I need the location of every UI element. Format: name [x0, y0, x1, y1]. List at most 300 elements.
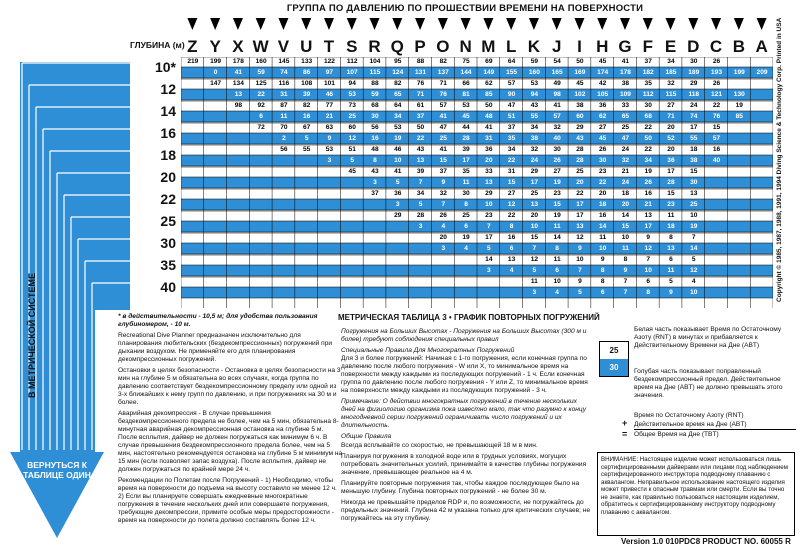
rnt-cell: 43 — [530, 102, 539, 109]
adjusted-ndl-cell: 6 — [259, 112, 263, 120]
rnt-cell: 34 — [530, 124, 539, 131]
rnt-cell: 27 — [599, 124, 607, 131]
rnt-cell: 17 — [690, 124, 698, 131]
rnt-cell: 13 — [644, 212, 652, 219]
depth-label-row: 22 — [160, 191, 176, 207]
rnt-cell: 32 — [553, 124, 561, 131]
special-rules-title: Специальные Правила Для Многократных Погружений — [341, 347, 515, 354]
equals-sign: = — [622, 429, 628, 439]
rnt-cell: 41 — [553, 102, 561, 109]
adjusted-ndl-cell: 4 — [464, 244, 468, 252]
rnt-cell: 37 — [439, 168, 447, 175]
group-letter-b: B — [732, 37, 745, 56]
adjusted-ndl-cell: 24 — [530, 156, 539, 164]
adjusted-ndl-cell: 7 — [578, 266, 582, 274]
rnt-cell: 5 — [691, 256, 696, 263]
adjusted-ndl-cell: 18 — [599, 200, 607, 208]
rnt-cell: 16 — [644, 190, 652, 197]
rnt-cell: 10 — [621, 234, 630, 241]
adjusted-ndl-cell: 185 — [665, 68, 677, 76]
rnt-cell: 18 — [621, 190, 630, 197]
adjusted-ndl-cell: 19 — [394, 134, 402, 142]
rnt-cell: 53 — [394, 124, 402, 131]
group-letter-z: Z — [187, 37, 198, 56]
down-arrow-icon — [392, 18, 402, 30]
adjusted-ndl-cell: 8 — [373, 156, 377, 164]
rnt-cell: 7 — [623, 278, 628, 285]
return-to-table-one-label: ВЕРНУТЬСЯ К ТАБЛИЦЕ ОДИН — [23, 460, 91, 480]
adjusted-ndl-cell: 37 — [416, 112, 425, 120]
adjusted-ndl-cell: 13 — [416, 156, 425, 164]
adjusted-ndl-cell: 209 — [756, 68, 768, 76]
group-letter-d: D — [687, 37, 700, 56]
adjusted-ndl-cell: 47 — [621, 134, 630, 142]
down-arrow-icon — [711, 18, 721, 30]
adjusted-ndl-cell: 53 — [348, 90, 356, 98]
formula-rnt: Время по Остаточному Азоту (RNT) — [634, 412, 744, 419]
rnt-cell: 46 — [394, 146, 402, 153]
adjusted-ndl-cell: 3 — [532, 288, 537, 296]
adjusted-ndl-cell: 32 — [621, 156, 630, 164]
adjusted-ndl-cell: 74 — [690, 112, 698, 120]
adjusted-ndl-cell: 17 — [462, 156, 470, 164]
adjusted-ndl-cell: 28 — [462, 134, 470, 142]
rnt-cell: 11 — [530, 278, 538, 285]
adjusted-ndl-cell: 5 — [487, 244, 491, 252]
rnt-cell: 18 — [690, 146, 698, 153]
rnt-cell: 147 — [210, 80, 222, 87]
rnt-cell: 82 — [394, 80, 402, 87]
down-arrow-icon — [734, 18, 744, 30]
rnt-cell: 19 — [644, 168, 652, 175]
adjusted-ndl-cell: 2 — [282, 134, 286, 142]
rnt-cell: 33 — [485, 168, 493, 175]
rnt-cell: 15 — [712, 124, 721, 131]
rnt-cell: 101 — [323, 80, 335, 87]
depth-label-row: 20 — [160, 169, 176, 185]
rnt-cell: 15 — [667, 190, 675, 197]
emergency-deco-note: Аварийная декомпрессия - В случае превышения бездекомпрессионного предела не более, чем на 5 мин, обязательна 8-минутная аварийная декомпрессионная остановка на глубине 5 м. После всплытия, дайвер не должен погружаться как минимум 6 ч. В случае превышения бездекомпрессионного предела более, чем на 5 мин, настоятельно рекомендуется остановка на глубине 5 м минимум на 15 мин (если позволяет запас воздуха). После всплытия, дайвер не должен погружаться по крайней мере 24 ч. — [118, 410, 343, 473]
down-arrow-icon — [347, 18, 357, 30]
adjusted-ndl-cell: 11 — [667, 266, 675, 274]
adjusted-ndl-cell: 68 — [644, 112, 652, 120]
group-letter-j: J — [551, 37, 562, 56]
adjusted-ndl-cell: 9 — [623, 266, 628, 274]
down-arrow-icon — [278, 18, 288, 30]
rnt-cell: 69 — [485, 58, 493, 65]
down-arrow-icon — [210, 18, 220, 30]
repetitive-dive-table — [181, 57, 773, 308]
rnt-cell: 219 — [187, 58, 199, 65]
rnt-cell: 26 — [599, 146, 607, 153]
adjusted-ndl-cell: 12 — [690, 266, 698, 274]
adjusted-ndl-cell: 16 — [371, 134, 379, 142]
down-arrow-icon — [597, 18, 607, 30]
adjusted-ndl-cell: 30 — [690, 178, 698, 186]
group-letter-n: N — [459, 37, 472, 56]
adjusted-ndl-cell: 105 — [597, 90, 609, 98]
adjusted-ndl-cell: 62 — [599, 112, 607, 120]
adjusted-ndl-cell: 46 — [325, 90, 334, 98]
adjusted-ndl-cell: 19 — [553, 178, 561, 186]
rnt-cell: 50 — [576, 58, 584, 65]
rnt-cell: 55 — [303, 146, 311, 153]
flying-after-diving-note: Рекомендации по Полетам после Погружений - 1) Необходимо, чтобы время на поверхности до подъема на высоту составило не менее 12 ч. 2) Если вы планируете совершать ежедневные многократные погружения в течение нескольких дней или совершаете погружения, требующие декомпрессии, примите особые меры предосторожности - время на поверхности до полета должно составлять более 12 ч. — [118, 477, 337, 524]
down-arrow-icon — [438, 18, 448, 30]
rnt-cell: 68 — [371, 102, 379, 109]
adjusted-ndl-cell: 71 — [416, 90, 425, 98]
adjusted-ndl-cell: 21 — [644, 200, 652, 208]
adjusted-ndl-cell: 81 — [462, 90, 470, 98]
adjusted-ndl-cell: 28 — [667, 178, 675, 186]
group-letter-g: G — [618, 37, 632, 56]
adjusted-ndl-cell: 16 — [303, 112, 311, 120]
adjusted-ndl-cell: 8 — [509, 222, 514, 230]
rnt-cell: 14 — [485, 256, 493, 263]
adjusted-ndl-cell: 94 — [530, 90, 539, 98]
depth-note: * в действительности - 10,5 м; для удобства пользования глубиномером, - 10 м. — [118, 313, 318, 328]
rnt-cell: 32 — [667, 80, 675, 87]
rnt-cell: 41 — [485, 124, 493, 131]
rnt-cell: 16 — [599, 212, 607, 219]
adjusted-ndl-cell: 38 — [690, 156, 698, 164]
rnt-cell: 17 — [576, 212, 584, 219]
adjusted-ndl-cell: 178 — [619, 68, 631, 76]
group-letter-h: H — [596, 37, 609, 56]
rnt-cell: 108 — [301, 80, 313, 87]
rnt-cell: 39 — [462, 146, 470, 153]
adjusted-ndl-cell: 98 — [553, 90, 561, 98]
adjusted-ndl-cell: 7 — [623, 288, 628, 296]
rnt-cell: 61 — [416, 102, 425, 109]
adjusted-ndl-cell: 6 — [555, 266, 559, 274]
rnt-cell: 29 — [576, 124, 584, 131]
rnt-cell: 4 — [691, 278, 696, 285]
rnt-cell: 199 — [210, 58, 222, 65]
rnt-cell: 23 — [485, 212, 493, 219]
rnt-cell: 22 — [507, 212, 516, 219]
rnt-cell: 47 — [439, 124, 447, 131]
rnt-cell: 8 — [669, 234, 673, 241]
group-letter-t: T — [323, 37, 335, 56]
rnt-cell: 7 — [691, 234, 696, 241]
planner-note: Recreational Dive Planner предназначен исключительно для планирования любительских (бездекомпрессионных) погружений при дыхании воздухом. Не применяйте его для планирования декомпрессионных погружений. — [118, 332, 333, 363]
adjusted-ndl-cell: 155 — [506, 68, 518, 76]
group-letter-o: O — [436, 37, 450, 56]
adjusted-ndl-cell: 19 — [690, 222, 698, 230]
adjusted-ndl-cell: 90 — [507, 90, 516, 98]
adjusted-ndl-cell: 13 — [667, 244, 675, 252]
general-rule-2: Планируя погружения в холодной воде или в трудных условиях, могущих потребовать значительных усилий, принимайте в качестве глубины погружения значение, превышающее реальное на 4 м. — [341, 453, 587, 476]
adjusted-ndl-cell: 3 — [327, 156, 332, 164]
depth-label-row: 30 — [160, 235, 176, 251]
adjusted-ndl-cell: 51 — [507, 112, 516, 120]
adjusted-ndl-cell: 8 — [600, 266, 605, 274]
adjusted-ndl-cell: 0 — [213, 68, 218, 76]
rnt-cell: 56 — [280, 146, 288, 153]
adjusted-ndl-cell: 137 — [437, 68, 449, 76]
adjusted-ndl-cell: 15 — [553, 200, 561, 208]
adjusted-ndl-cell: 65 — [394, 90, 402, 98]
general-rule-1: Всегда всплывайте со скоростью, не превышающей 18 м в мин. — [341, 442, 538, 449]
rnt-cell: 54 — [553, 58, 561, 65]
adjusted-ndl-cell: 174 — [597, 68, 609, 76]
rnt-cell: 75 — [462, 58, 470, 65]
depth-label-row: 35 — [160, 257, 176, 273]
adjusted-ndl-cell: 76 — [712, 112, 721, 120]
rnt-cell: 7 — [646, 256, 651, 263]
adjusted-ndl-cell: 25 — [348, 112, 356, 120]
rnt-cell: 57 — [439, 102, 447, 109]
adjusted-ndl-cell: 9 — [669, 288, 673, 296]
rnt-cell: 50 — [485, 102, 493, 109]
adjusted-ndl-cell: 25 — [439, 134, 447, 142]
down-arrow-icon — [233, 18, 243, 30]
adjusted-ndl-cell: 102 — [574, 90, 586, 98]
rnt-cell: 9 — [646, 234, 651, 241]
adjusted-ndl-cell: 55 — [690, 134, 698, 142]
adjusted-ndl-cell: 20 — [576, 178, 584, 186]
formula-tbt: Общее Время на Дне (TBT) — [634, 431, 719, 438]
rnt-cell: 20 — [530, 212, 539, 219]
rnt-cell: 116 — [278, 80, 290, 87]
down-arrow-icon — [483, 18, 493, 30]
metric-system-label: В МЕТРИЧЕСКОЙ СИСТЕМЕ — [27, 272, 37, 398]
rnt-cell: 42 — [599, 80, 607, 87]
adjusted-ndl-cell: 12 — [348, 134, 356, 142]
plus-sign: + — [622, 418, 628, 428]
down-arrow-icon — [370, 18, 380, 30]
rnt-cell: 39 — [416, 168, 425, 175]
group-letter-f: F — [642, 37, 653, 56]
adjusted-ndl-cell: 22 — [507, 156, 516, 164]
adjusted-ndl-cell: 5 — [532, 266, 537, 274]
adjusted-ndl-cell: 11 — [553, 222, 561, 230]
down-arrow-icon — [506, 18, 516, 30]
rnt-cell: 26 — [712, 58, 721, 65]
general-rules-title: Общие Правила — [341, 433, 392, 440]
rnt-cell: 10 — [690, 212, 698, 219]
rnt-cell: 29 — [690, 80, 698, 87]
rnt-cell: 134 — [232, 80, 244, 87]
rnt-cell: 95 — [394, 58, 402, 65]
rnt-cell: 6 — [646, 278, 651, 285]
adjusted-ndl-cell: 15 — [621, 222, 630, 230]
adjusted-ndl-cell: 9 — [578, 244, 582, 252]
rnt-cell: 35 — [462, 168, 470, 175]
depth-label: ГЛУБИНА (м) — [130, 40, 185, 50]
rnt-cell: 87 — [280, 102, 288, 109]
adjusted-ndl-cell: 10 — [644, 266, 652, 274]
rnt-cell: 37 — [507, 124, 516, 131]
adjusted-ndl-cell: 8 — [555, 244, 559, 252]
rnt-cell: 13 — [507, 256, 516, 263]
adjusted-ndl-cell: 118 — [688, 90, 700, 98]
depth-label-row: 14 — [160, 103, 176, 119]
adjusted-ndl-cell: 48 — [485, 112, 493, 120]
adjusted-ndl-cell: 3 — [441, 244, 446, 252]
depth-label-row: 16 — [160, 125, 176, 141]
depth-label-row: 40 — [160, 279, 176, 295]
adjusted-ndl-cell: 182 — [642, 68, 654, 76]
rnt-cell: 20 — [667, 146, 675, 153]
rnt-cell: 28 — [416, 212, 425, 219]
adjusted-ndl-cell: 55 — [530, 112, 539, 120]
rnt-cell: 38 — [576, 102, 584, 109]
adjusted-ndl-cell: 4 — [555, 288, 559, 296]
rnt-cell: 41 — [621, 58, 630, 65]
rnt-cell: 8 — [623, 256, 628, 263]
group-letter-p: P — [414, 37, 426, 56]
adjusted-ndl-cell: 57 — [553, 112, 561, 120]
adjusted-ndl-cell: 169 — [574, 68, 586, 76]
adjusted-ndl-cell: 17 — [530, 178, 539, 186]
adjusted-ndl-cell: 38 — [530, 134, 539, 142]
adjusted-ndl-cell: 130 — [733, 90, 745, 98]
rnt-cell: 133 — [301, 58, 313, 65]
rnt-cell: 38 — [621, 80, 630, 87]
down-arrow-icon — [301, 18, 311, 30]
down-arrow-icon — [757, 18, 767, 30]
rnt-cell: 178 — [232, 58, 244, 65]
rnt-cell: 11 — [599, 234, 607, 241]
adjusted-ndl-cell: 23 — [667, 200, 675, 208]
adjusted-ndl-cell: 7 — [487, 222, 491, 230]
rnt-cell: 22 — [712, 102, 721, 109]
rnt-cell: 9 — [600, 256, 605, 263]
rnt-cell: 66 — [462, 80, 470, 87]
safety-stops-note: Остановки в целях безопасности - Остановка в целях безопасности на 3 мин на глубине 5 м обязательна во всех случаях, когда группа по давлению соответствует бездекомпрессионному пределу или одной из 3-х ближайших к нему групп по давлению, и при погружениях на 30 м и более. — [118, 367, 341, 406]
rnt-cell: 24 — [621, 146, 630, 153]
adjusted-ndl-cell: 39 — [303, 90, 311, 98]
adjusted-ndl-cell: 22 — [416, 134, 425, 142]
adjusted-ndl-cell: 199 — [733, 68, 745, 76]
rnt-cell: 10 — [553, 278, 561, 285]
rnt-cell: 14 — [621, 212, 630, 219]
adjusted-ndl-cell: 31 — [485, 134, 493, 142]
rnt-cell: 160 — [255, 58, 267, 65]
down-arrow-icon — [415, 18, 425, 30]
adjusted-ndl-cell: 71 — [667, 112, 675, 120]
adjusted-ndl-cell: 17 — [644, 222, 652, 230]
adjusted-ndl-cell: 5 — [418, 200, 423, 208]
rnt-cell: 67 — [303, 124, 311, 131]
table-3-title: МЕТРИЧЕСКАЯ ТАБЛИЦА 3 • ГРАФИК ПОВТОРНЫХ ПОГРУЖЕНИЙ — [338, 313, 600, 322]
rnt-cell: 41 — [394, 168, 402, 175]
adjusted-ndl-cell: 59 — [371, 90, 379, 98]
adjusted-ndl-cell: 9 — [327, 134, 332, 142]
multi-day-note: Примечание: О действии многократных погружений в течение нескольких дней на физиологию организма пока известно мало, так что разумно к концу многодневной серии погружений ограничивать число погружений и их длительность. — [341, 398, 587, 429]
adjusted-ndl-cell: 14 — [690, 244, 698, 252]
adjusted-ndl-cell: 13 — [234, 90, 243, 98]
rnt-cell: 48 — [371, 146, 379, 153]
rnt-cell: 145 — [278, 58, 290, 65]
special-rules-text: Для 3 и более погружений: Начиная с 1-го погружения, если конечная группа по давлению после любого погружения - W или X, то минимальное время на поверхности между каждыми из последующих погружений - 1 ч. Если конечная группа по давлению после любого погружения - Y или Z, то минимальное время на поверхности между каждыми из последующих погружений - 3 ч. — [341, 355, 588, 394]
adjusted-ndl-cell: 30 — [599, 156, 607, 164]
rnt-cell: 16 — [712, 146, 721, 153]
rnt-cell: 35 — [644, 80, 652, 87]
down-arrow-icon — [256, 18, 266, 30]
copyright-notice: Copyright © 1985, 1987, 1988, 1991, 1994 Diving Science & Technology Corp. Printed in USA — [776, 17, 783, 302]
group-letter-x: X — [232, 37, 244, 56]
group-letter-a: A — [755, 37, 768, 56]
adjusted-ndl-cell: 85 — [485, 90, 493, 98]
rnt-cell: 59 — [530, 58, 539, 65]
adjusted-ndl-cell: 107 — [346, 68, 358, 76]
adjusted-ndl-cell: 10 — [394, 156, 402, 164]
adjusted-ndl-cell: 115 — [665, 90, 677, 98]
adjusted-ndl-cell: 4 — [509, 266, 514, 274]
rnt-cell: 41 — [439, 146, 447, 153]
adjusted-ndl-cell: 21 — [325, 112, 334, 120]
depth-label-row: 10* — [154, 59, 176, 75]
adjusted-ndl-cell: 7 — [441, 200, 446, 208]
rnt-cell: 34 — [667, 58, 675, 65]
rnt-cell: 16 — [507, 234, 516, 241]
adjusted-ndl-cell: 3 — [487, 266, 491, 274]
rnt-cell: 30 — [644, 102, 652, 109]
down-arrow-icon — [688, 18, 698, 30]
adjusted-ndl-cell: 45 — [462, 112, 470, 120]
rnt-cell: 24 — [690, 102, 698, 109]
adjusted-ndl-cell: 22 — [257, 90, 265, 98]
adjusted-ndl-cell: 193 — [711, 68, 723, 76]
rnt-cell: 37 — [371, 190, 379, 197]
rnt-cell: 57 — [507, 80, 516, 87]
rnt-cell: 63 — [325, 124, 334, 131]
down-arrow-icon — [620, 18, 630, 30]
rnt-cell: 36 — [599, 102, 607, 109]
adjusted-ndl-cell: 144 — [460, 68, 472, 76]
down-arrow-icon — [666, 18, 676, 30]
left-notes — [118, 313, 343, 528]
rnt-cell: 29 — [394, 212, 402, 219]
rnt-cell: 19 — [462, 234, 470, 241]
rnt-cell: 53 — [462, 102, 470, 109]
rnt-cell: 122 — [323, 58, 335, 65]
group-letter-e: E — [664, 37, 677, 56]
legend-blue-value: 30 — [600, 359, 628, 376]
rnt-cell: 20 — [439, 234, 447, 241]
rnt-cell: 45 — [348, 168, 356, 175]
rnt-cell: 6 — [669, 256, 673, 263]
rnt-cell: 25 — [621, 124, 630, 131]
adjusted-ndl-cell: 13 — [485, 178, 493, 186]
depth-label-row: 12 — [160, 81, 176, 97]
rnt-cell: 25 — [576, 168, 584, 175]
rnt-cell: 26 — [712, 80, 721, 87]
adjusted-ndl-cell: 121 — [711, 90, 723, 98]
adjusted-ndl-cell: 131 — [415, 68, 427, 76]
group-letter-i: I — [577, 37, 582, 56]
adjusted-ndl-cell: 3 — [373, 178, 377, 186]
rnt-cell: 53 — [325, 146, 334, 153]
rnt-cell: 15 — [690, 168, 698, 175]
rnt-cell: 88 — [416, 58, 425, 65]
altitude-note: Погружения на Больших Высотах - Погружения на Больших Высотах (300 м и более) требуют соблюдения специальных правил — [341, 328, 587, 343]
general-rule-3: Планируйте повторные погружения так, чтобы каждое последующее было на меньшую глубину. Глубина повторных погружений - не более 30 м. — [341, 480, 580, 495]
group-letter-v: V — [277, 37, 290, 56]
rnt-cell: 32 — [530, 146, 539, 153]
rnt-cell: 30 — [690, 58, 698, 65]
rnt-cell: 22 — [644, 146, 652, 153]
adjusted-ndl-cell: 57 — [712, 134, 721, 142]
rnt-cell: 8 — [600, 278, 605, 285]
rnt-cell: 11 — [667, 212, 675, 219]
rnt-cell: 44 — [462, 124, 470, 131]
adjusted-ndl-cell: 11 — [462, 178, 470, 186]
rnt-cell: 20 — [667, 124, 675, 131]
